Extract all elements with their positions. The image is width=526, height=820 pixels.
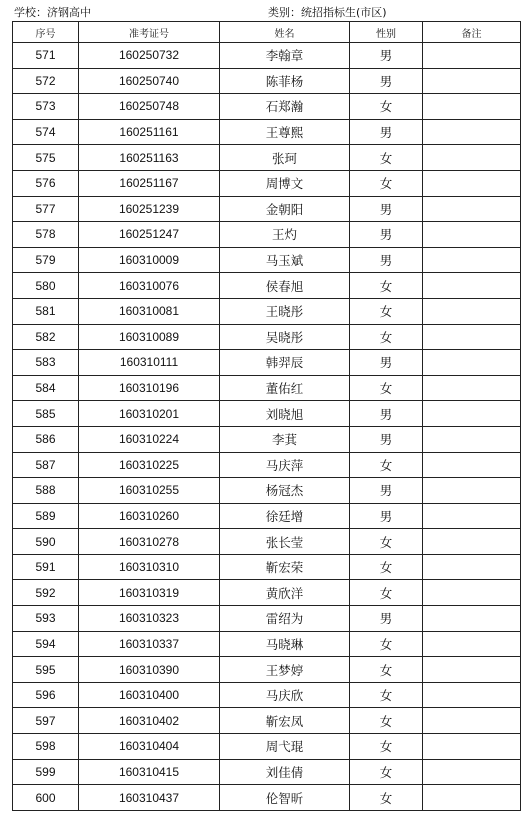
cell-note [423,734,521,760]
table-row [13,170,521,196]
cell-name: 刘晓旭 [220,401,350,427]
cell-gender: 男 [350,503,423,529]
cell-exam-id: 160310255 [79,478,220,504]
cell-exam-id: 160310081 [79,298,220,324]
header-no: 序号 [13,22,79,43]
cell-no: 586 [13,426,79,452]
cell-gender: 男 [350,606,423,632]
cell-gender: 男 [350,350,423,376]
cell-gender: 女 [350,682,423,708]
cell-name: 靳宏凤 [220,708,350,734]
cell-exam-id: 160310404 [79,734,220,760]
cell-note [423,94,521,120]
cell-note [423,503,521,529]
cell-name: 伦智昕 [220,785,350,811]
cell-name: 马庆欣 [220,682,350,708]
cell-note [423,196,521,222]
cell-exam-id: 160250740 [79,68,220,94]
cell-gender: 女 [350,734,423,760]
table-row [13,529,521,555]
table-row [13,734,521,760]
table-body [13,43,521,811]
cell-gender: 女 [350,452,423,478]
cell-note [423,606,521,632]
cell-gender: 男 [350,43,423,69]
cell-no: 598 [13,734,79,760]
cell-note [423,68,521,94]
cell-no: 585 [13,401,79,427]
table-row [13,222,521,248]
cell-no: 599 [13,759,79,785]
cell-name: 王尊熙 [220,119,350,145]
cell-note [423,452,521,478]
table-row [13,657,521,683]
table-row [13,606,521,632]
cell-no: 584 [13,375,79,401]
header-name: 姓名 [220,22,350,43]
cell-gender: 男 [350,196,423,222]
table-header [13,22,521,43]
cell-name: 杨冠杰 [220,478,350,504]
category-label: 类别：统招指标生(市区) [268,6,387,19]
cell-no: 590 [13,529,79,555]
cell-name: 王梦婷 [220,657,350,683]
cell-no: 589 [13,503,79,529]
cell-no: 573 [13,94,79,120]
cell-gender: 女 [350,298,423,324]
cell-no: 571 [13,43,79,69]
cell-gender: 女 [350,785,423,811]
cell-name: 李萁 [220,426,350,452]
cell-gender: 女 [350,631,423,657]
header-row [13,22,521,43]
cell-no: 592 [13,580,79,606]
cell-exam-id: 160310260 [79,503,220,529]
cell-note [423,324,521,350]
cell-gender: 女 [350,708,423,734]
cell-note [423,145,521,171]
cell-gender: 男 [350,401,423,427]
cell-exam-id: 160251247 [79,222,220,248]
cell-exam-id: 160310278 [79,529,220,555]
cell-name: 马庆萍 [220,452,350,478]
table-row [13,759,521,785]
cell-name: 韩羿辰 [220,350,350,376]
cell-name: 马晓琳 [220,631,350,657]
cell-exam-id: 160251163 [79,145,220,171]
cell-name: 张珂 [220,145,350,171]
cell-note [423,554,521,580]
cell-exam-id: 160310224 [79,426,220,452]
cell-no: 581 [13,298,79,324]
cell-note [423,478,521,504]
cell-note [423,529,521,555]
cell-note [423,708,521,734]
cell-no: 596 [13,682,79,708]
table-row [13,631,521,657]
cell-exam-id: 160310196 [79,375,220,401]
cell-exam-id: 160251161 [79,119,220,145]
cell-exam-id: 160310225 [79,452,220,478]
cell-exam-id: 160310390 [79,657,220,683]
cell-note [423,426,521,452]
cell-name: 周博文 [220,170,350,196]
cell-exam-id: 160310201 [79,401,220,427]
cell-no: 587 [13,452,79,478]
cell-name: 周弋琨 [220,734,350,760]
table-row [13,682,521,708]
cell-note [423,247,521,273]
cell-exam-id: 160310323 [79,606,220,632]
cell-note [423,580,521,606]
table-row [13,503,521,529]
cell-gender: 女 [350,759,423,785]
cell-name: 董佑红 [220,375,350,401]
cell-name: 刘佳倩 [220,759,350,785]
cell-name: 徐廷增 [220,503,350,529]
table-row [13,196,521,222]
cell-exam-id: 160251167 [79,170,220,196]
cell-note [423,43,521,69]
cell-name: 王灼 [220,222,350,248]
cell-gender: 女 [350,554,423,580]
table-row [13,324,521,350]
cell-no: 577 [13,196,79,222]
cell-note [423,298,521,324]
cell-gender: 女 [350,529,423,555]
table-row [13,247,521,273]
cell-name: 侯春旭 [220,273,350,299]
table-row [13,43,521,69]
table-row [13,478,521,504]
cell-name: 李翰章 [220,43,350,69]
table-row [13,145,521,171]
cell-exam-id: 160310437 [79,785,220,811]
cell-note [423,657,521,683]
school-label: 学校：济钢高中 [14,6,91,19]
cell-no: 593 [13,606,79,632]
cell-exam-id: 160310089 [79,324,220,350]
cell-exam-id: 160310400 [79,682,220,708]
cell-no: 582 [13,324,79,350]
table-row [13,298,521,324]
cell-gender: 女 [350,273,423,299]
cell-name: 吴晓彤 [220,324,350,350]
cell-exam-id: 160310076 [79,273,220,299]
cell-gender: 男 [350,119,423,145]
cell-note [423,119,521,145]
cell-exam-id: 160251239 [79,196,220,222]
header-gender: 性别 [350,22,423,43]
cell-gender: 男 [350,478,423,504]
table-row [13,554,521,580]
cell-note [423,631,521,657]
cell-note [423,759,521,785]
cell-gender: 男 [350,68,423,94]
cell-gender: 女 [350,145,423,171]
cell-exam-id: 160310402 [79,708,220,734]
table-row [13,785,521,811]
cell-gender: 男 [350,222,423,248]
student-table [12,21,521,811]
cell-no: 591 [13,554,79,580]
cell-note [423,401,521,427]
cell-gender: 女 [350,580,423,606]
table-row [13,375,521,401]
table-row [13,68,521,94]
cell-name: 石郑瀚 [220,94,350,120]
cell-exam-id: 160310415 [79,759,220,785]
cell-no: 576 [13,170,79,196]
cell-exam-id: 160310111 [79,350,220,376]
table-row [13,350,521,376]
table-row [13,708,521,734]
table-row [13,401,521,427]
cell-no: 595 [13,657,79,683]
cell-name: 马玉斌 [220,247,350,273]
table-row [13,580,521,606]
cell-exam-id: 160310337 [79,631,220,657]
cell-name: 金朝阳 [220,196,350,222]
header-note: 备注 [423,22,521,43]
cell-note [423,273,521,299]
cell-gender: 女 [350,375,423,401]
cell-gender: 男 [350,247,423,273]
table-row [13,94,521,120]
cell-gender: 女 [350,170,423,196]
table-row [13,426,521,452]
cell-note [423,222,521,248]
cell-no: 580 [13,273,79,299]
cell-exam-id: 160310009 [79,247,220,273]
cell-gender: 女 [350,94,423,120]
cell-no: 578 [13,222,79,248]
cell-no: 574 [13,119,79,145]
cell-no: 600 [13,785,79,811]
cell-note [423,682,521,708]
cell-no: 597 [13,708,79,734]
cell-name: 靳宏荣 [220,554,350,580]
cell-no: 588 [13,478,79,504]
cell-no: 575 [13,145,79,171]
cell-name: 张长莹 [220,529,350,555]
cell-gender: 女 [350,657,423,683]
cell-gender: 女 [350,324,423,350]
cell-note [423,170,521,196]
table-row [13,452,521,478]
cell-exam-id: 160250748 [79,94,220,120]
table-row [13,119,521,145]
cell-exam-id: 160310319 [79,580,220,606]
cell-note [423,375,521,401]
cell-name: 雷绍为 [220,606,350,632]
cell-exam-id: 160310310 [79,554,220,580]
cell-note [423,350,521,376]
table-row [13,273,521,299]
cell-no: 594 [13,631,79,657]
cell-gender: 男 [350,426,423,452]
cell-no: 579 [13,247,79,273]
cell-name: 陈菲杨 [220,68,350,94]
cell-name: 黄欣洋 [220,580,350,606]
cell-no: 572 [13,68,79,94]
header-exam-id: 准考证号 [79,22,220,43]
cell-note [423,785,521,811]
cell-no: 583 [13,350,79,376]
cell-exam-id: 160250732 [79,43,220,69]
cell-name: 王晓彤 [220,298,350,324]
